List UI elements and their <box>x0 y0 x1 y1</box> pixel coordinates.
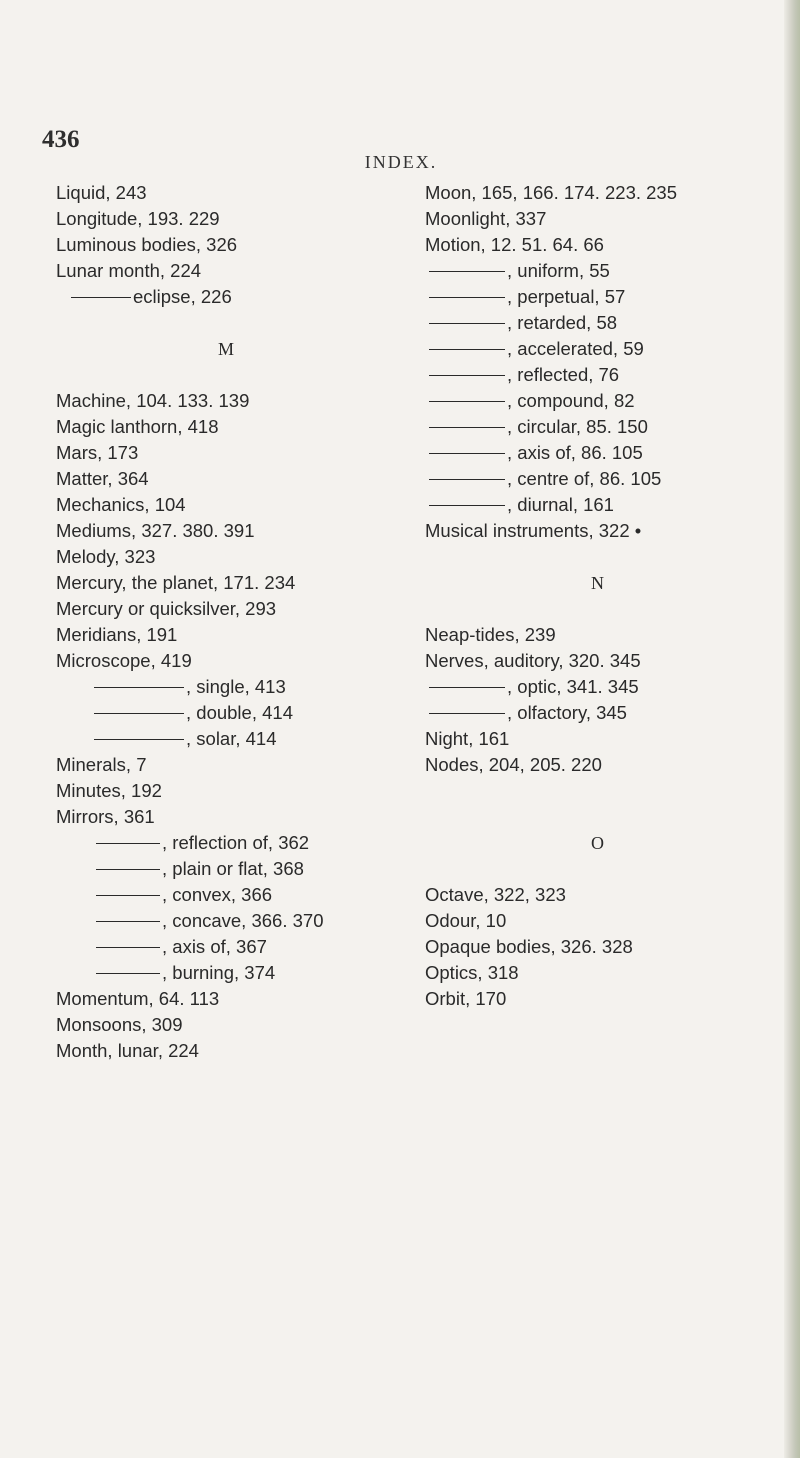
index-entry: Night, 161 <box>425 728 510 749</box>
index-subentry <box>425 440 770 466</box>
index-subentry <box>56 726 396 752</box>
index-entry: Musical instruments, 322 • <box>425 520 642 541</box>
subentry-text: , retarded, 58 <box>507 312 618 333</box>
index-subentry <box>425 700 770 726</box>
page-number: 436 <box>42 126 80 153</box>
index-subentry <box>425 284 770 310</box>
subentry-text: , axis of, 86. 105 <box>507 442 643 463</box>
subentry-text: , diurnal, 161 <box>507 494 614 515</box>
index-entry: Minerals, 7 <box>56 754 147 775</box>
ditto-dash <box>96 895 160 896</box>
spacer <box>425 804 770 830</box>
subentry-text: , perpetual, 57 <box>507 286 626 307</box>
index-entry: Longitude, 193. 229 <box>56 208 220 229</box>
subentry-text: , convex, 366 <box>162 884 273 905</box>
index-entry: Mercury, the planet, 171. 234 <box>56 572 296 593</box>
index-entry: Luminous bodies, 326 <box>56 234 238 255</box>
subentry-text: , concave, 366. 370 <box>162 910 324 931</box>
section-letter: N <box>591 573 604 593</box>
subentry-text: , burning, 374 <box>162 962 276 983</box>
index-entry: Mechanics, 104 <box>56 494 186 515</box>
ditto-dash <box>429 323 505 324</box>
ditto-dash <box>96 921 160 922</box>
ditto-dash <box>71 297 131 298</box>
subentry-text: , reflection of, 362 <box>162 832 310 853</box>
index-subentry <box>425 674 770 700</box>
ditto-dash <box>429 505 505 506</box>
subentry-text: , reflected, 76 <box>507 364 620 385</box>
index-entry: Octave, 322, 323 <box>425 884 566 905</box>
index-entry: Opaque bodies, 326. 328 <box>425 936 633 957</box>
ditto-dash <box>429 427 505 428</box>
index-entry: Nerves, auditory, 320. 345 <box>425 650 641 671</box>
index-entry: Machine, 104. 133. 139 <box>56 390 250 411</box>
index-entry: Mars, 173 <box>56 442 139 463</box>
ditto-dash <box>429 349 505 350</box>
subentry-text: , uniform, 55 <box>507 260 610 281</box>
subentry-text: , axis of, 367 <box>162 936 267 957</box>
subentry-text: , plain or flat, 368 <box>162 858 304 879</box>
ditto-dash <box>429 271 505 272</box>
index-entry: Neap-tides, 239 <box>425 624 556 645</box>
subentry-text: , solar, 414 <box>186 728 277 749</box>
ditto-dash <box>96 869 160 870</box>
subentry-text: , compound, 82 <box>507 390 635 411</box>
index-entry: Odour, 10 <box>425 910 507 931</box>
index-entry: Mediums, 327. 380. 391 <box>56 520 255 541</box>
ditto-dash <box>429 401 505 402</box>
ditto-dash <box>94 713 184 714</box>
subentry-text: , double, 414 <box>186 702 293 723</box>
index-entry: Magic lanthorn, 418 <box>56 416 219 437</box>
index-subentry <box>425 258 770 284</box>
page-header: INDEX. <box>364 152 438 172</box>
ditto-dash <box>429 375 505 376</box>
index-entry: Meridians, 191 <box>56 624 178 645</box>
index-right-column <box>425 180 770 1012</box>
index-entry: Monsoons, 309 <box>56 1014 183 1035</box>
spacer <box>425 596 770 622</box>
index-entry: Moon, 165, 166. 174. 223. 235 <box>425 182 678 203</box>
index-subentry <box>425 336 770 362</box>
ditto-dash <box>429 453 505 454</box>
ditto-dash <box>429 713 505 714</box>
index-subentry <box>425 466 770 492</box>
index-subentry <box>56 960 396 986</box>
index-subentry <box>425 492 770 518</box>
index-entry: Mirrors, 361 <box>56 806 155 827</box>
index-subentry <box>56 908 396 934</box>
spacer <box>56 310 396 336</box>
index-entry: Lunar month, 224 <box>56 260 202 281</box>
index-entry: Liquid, 243 <box>56 182 147 203</box>
index-entry: Melody, 323 <box>56 546 156 567</box>
index-entry: Orbit, 170 <box>425 988 507 1009</box>
subentry-text: , single, 413 <box>186 676 286 697</box>
subentry-text: , circular, 85. 150 <box>507 416 648 437</box>
ditto-dash <box>429 297 505 298</box>
index-entry: Motion, 12. 51. 64. 66 <box>425 234 604 255</box>
index-subentry <box>56 830 396 856</box>
index-subentry <box>56 284 396 310</box>
index-subentry <box>425 310 770 336</box>
index-left-column <box>56 180 396 1064</box>
index-entry: Mercury or quicksilver, 293 <box>56 598 277 619</box>
index-subentry <box>56 882 396 908</box>
index-subentry <box>56 934 396 960</box>
index-subentry <box>425 388 770 414</box>
index-entry: Momentum, 64. 113 <box>56 988 220 1009</box>
subentry-text: , accelerated, 59 <box>507 338 644 359</box>
subentry-text: eclipse, 226 <box>133 286 232 307</box>
index-entry: Optics, 318 <box>425 962 519 983</box>
ditto-dash <box>429 479 505 480</box>
ditto-dash <box>429 687 505 688</box>
index-entry: Microscope, 419 <box>56 650 192 671</box>
page-edge-shadow <box>784 0 800 1458</box>
subentry-text: , centre of, 86. 105 <box>507 468 662 489</box>
index-subentry <box>425 414 770 440</box>
subentry-text: , olfactory, 345 <box>507 702 627 723</box>
index-entry: Month, lunar, 224 <box>56 1040 199 1061</box>
index-subentry <box>56 856 396 882</box>
index-subentry <box>425 362 770 388</box>
section-letter: O <box>591 833 604 853</box>
index-entry: Minutes, 192 <box>56 780 162 801</box>
index-subentry <box>56 674 396 700</box>
subentry-text: , optic, 341. 345 <box>507 676 639 697</box>
spacer <box>425 544 770 570</box>
index-entry: Matter, 364 <box>56 468 149 489</box>
ditto-dash <box>94 739 184 740</box>
index-entry: Nodes, 204, 205. 220 <box>425 754 602 775</box>
ditto-dash <box>96 947 160 948</box>
spacer <box>56 362 396 388</box>
index-subentry <box>56 700 396 726</box>
spacer <box>425 856 770 882</box>
ditto-dash <box>96 973 160 974</box>
ditto-dash <box>96 843 160 844</box>
section-letter: M <box>217 339 234 359</box>
ditto-dash <box>94 687 184 688</box>
index-entry: Moonlight, 337 <box>425 208 547 229</box>
spacer <box>425 778 770 804</box>
